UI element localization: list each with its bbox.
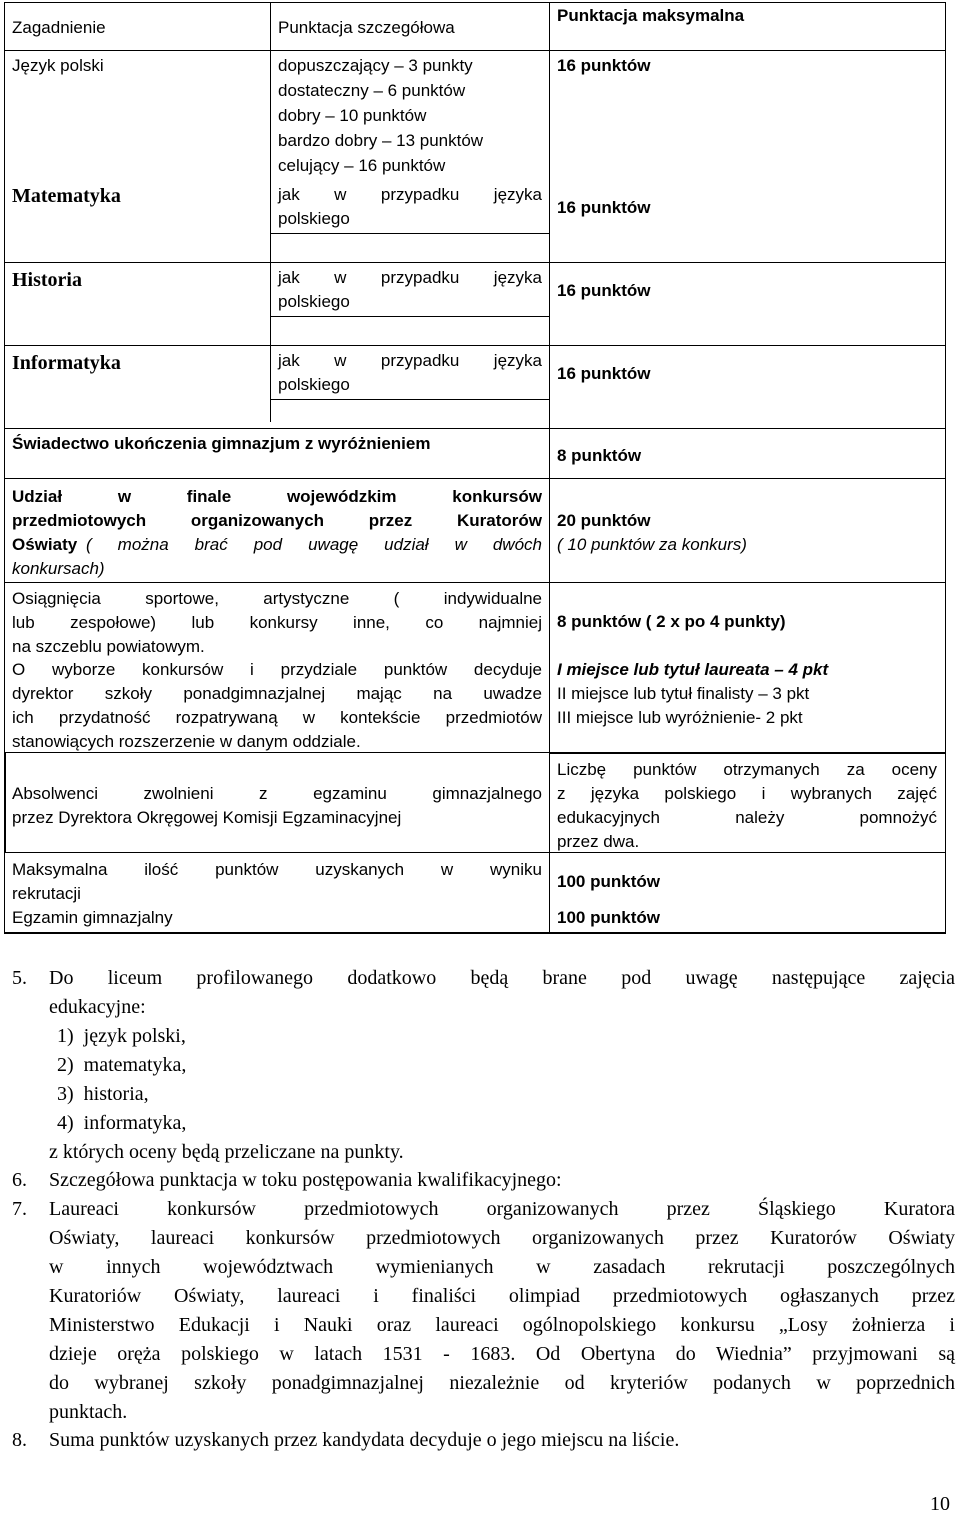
header-detail: Punktacja szczegółowa [278,18,455,37]
achievements-max: 8 punktów ( 2 x po 4 punkty) [557,612,786,631]
totals-line: Egzamin gimnazjalny [12,908,173,927]
math-detail-line: jak w przypadku języka [278,185,542,204]
section-7-line: w innych województwach wymienianych w zasadach rekrutacji poszczególnych [49,1256,955,1278]
achievements-line: O wyborze konkursów i przydziale punktów decyduje [12,660,542,679]
achievements-place: II miejsce lub tytuł finalisty – 3 pkt [557,684,810,703]
totals-max: 100 punktów [557,872,660,891]
table-rule [270,316,550,317]
exempt-note-line: Liczbę punktów otrzymanych za oceny [557,760,937,779]
section-5-tail: z których oceny będą przeliczane na punkty. [49,1141,404,1163]
row-it-subject: Informatyka [12,352,121,374]
achievements-line: lub zespołowe) lub konkursy inne, co najmniej [12,613,542,632]
finals-line: Oświaty [12,535,78,554]
exempt-line: przez Dyrektora Okręgowej Komisji Egzaminacyjnej [12,808,402,827]
achievements-line: Osiągnięcia sportowe, artystyczne ( indywidualne [12,589,542,608]
finals-line: przedmiotowych organizowanych przez Kuratorów [12,511,542,530]
polish-grade: dobry – 10 punktów [278,106,427,125]
table-border-bottom [4,932,946,934]
table-column-rule [549,2,550,934]
table-rule [4,852,946,853]
achievements-place: I miejsce lub tytuł laureata – 4 pkt [557,660,829,679]
it-max: 16 punktów [557,364,651,383]
exempt-note-line: z języka polskiego i wybranych zajęć [557,784,937,803]
table-rule [4,428,946,429]
section-7-line: Oświaty, laureaci konkursów przedmiotowych organizowanych przez Kuratorów Oświaty [49,1227,955,1249]
list-item: 1) język polski, [57,1025,186,1047]
section-6-text: Szczegółowa punktacja w toku postępowania kwalifikacyjnego: [49,1169,562,1191]
table-rule [4,50,946,51]
table-rule [4,262,946,263]
table-rule [4,478,946,479]
certificate-label: Świadectwo ukończenia gimnazjum z wyróżnieniem [12,434,431,453]
section-5-text: edukacyjne: [49,996,146,1018]
exempt-note-line: przez dwa. [557,832,640,851]
table-rule [4,345,946,346]
header-max: Punktacja maksymalna [557,6,745,25]
section-7-line: Laureaci konkursów przedmiotowych organizowanych przez Śląskiego Kuratora [49,1198,955,1220]
achievements-line: stanowiących rozszerzenie w danym oddziale. [12,732,361,751]
history-max: 16 punktów [557,281,651,300]
finals-line: Udział w finale wojewódzkim konkursów [12,487,542,506]
achievements-place: III miejsce lub wyróżnienie- 2 pkt [557,708,803,727]
section-6-number: 6. [12,1169,27,1191]
polish-grade: dopuszczający – 3 punkty [278,56,473,75]
table-rule [4,752,6,852]
table-column-rule [270,2,271,422]
exempt-line: Absolwenci zwolnieni z egzaminu gimnazjalnego [12,784,542,803]
achievements-line: dyrektor szkoły ponadgimnazjalnej mając na uwadze [12,684,542,703]
history-detail-line: polskiego [278,292,350,311]
it-detail-line: jak w przypadku języka [278,351,542,370]
totals-line: Maksymalna ilość punktów uzyskanych w wyniku [12,860,542,879]
section-5-text: Do liceum profilowanego dodatkowo będą brane pod uwagę następujące zajęcia [49,967,955,989]
polish-max: 16 punktów [557,56,651,75]
table-rule [4,582,946,583]
section-8-text: Suma punktów uzyskanych przez kandydata decyduje o jego miejscu na liście. [49,1429,680,1451]
achievements-line: ich przydatność rozpatrywaną w kontekście przedmiotów [12,708,542,727]
section-7-line: Kuratoriów Oświaty, laureaci i finaliści olimpiad przedmiotowych ogłaszanych przez [49,1285,955,1307]
row-history-subject: Historia [12,269,82,291]
polish-grade: dostateczny – 6 punktów [278,81,466,100]
table-rule [270,399,550,400]
table-rule [549,752,946,754]
finals-max: 20 punktów [557,511,651,530]
achievements-line: na szczeblu powiatowym. [12,637,205,656]
list-item: 4) informatyka, [57,1112,187,1134]
list-item: 3) historia, [57,1083,149,1105]
table-border-top [4,2,946,3]
polish-grade: bardzo dobry – 13 punktów [278,131,484,150]
math-detail-line: polskiego [278,209,350,228]
history-detail-line: jak w przypadku języka [278,268,542,287]
math-max: 16 punktów [557,198,651,217]
section-8-number: 8. [12,1429,27,1451]
finals-max-note: ( 10 punktów za konkurs) [557,535,747,554]
list-item: 2) matematyka, [57,1054,187,1076]
it-detail-line: polskiego [278,375,350,394]
section-7-line: do wybranej szkoły ponadgimnazjalnej niezależnie od kryteriów podanych w poprzednich [49,1372,955,1394]
page-number: 10 [930,1493,950,1515]
finals-line: konkursach) [12,559,105,578]
exempt-note-line: edukacyjnych należy pomnożyć [557,808,937,827]
section-7-line: Ministerstwo Edukacji i Nauki oraz laureaci ogólnopolskiego konkursu „Losy żołnierza i [49,1314,955,1336]
section-7-line: dzieje oręża polskiego w latach 1531 - 1683. Od Obertyna do Wiednia” przyjmowani są [49,1343,955,1365]
section-7-number: 7. [12,1198,27,1220]
totals-line: rekrutacji [12,884,81,903]
row-polish-subject: Język polski [12,56,104,75]
finals-line: ( można brać pod uwagę udział w dwóch [86,535,542,554]
section-5-number: 5. [12,967,27,989]
table-border-right [945,2,946,934]
section-7-line: punktach. [49,1401,128,1423]
row-math-subject: Matematyka [12,185,121,207]
totals-max: 100 punktów [557,908,660,927]
certificate-max: 8 punktów [557,446,642,465]
table-rule [270,233,550,234]
header-subject: Zagadnienie [12,18,106,37]
polish-grade: celujący – 16 punktów [278,156,446,175]
